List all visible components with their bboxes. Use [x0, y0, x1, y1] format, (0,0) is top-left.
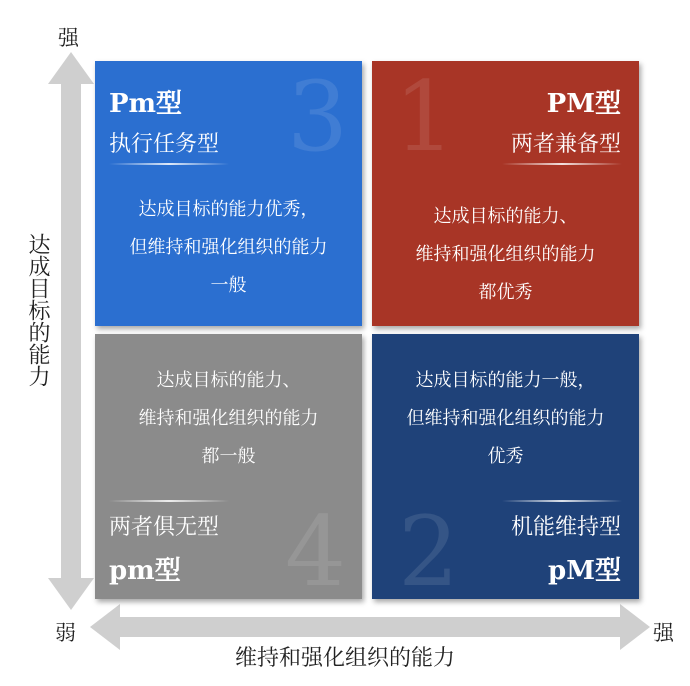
- quadrant-divider: [502, 500, 622, 502]
- quadrant-number: 3: [287, 61, 349, 173]
- quadrant-type-subtitle: 机能维持型: [510, 515, 621, 540]
- quadrant-type-name: Pm型: [109, 89, 183, 119]
- origin-low-label: 弱: [55, 621, 76, 645]
- x-axis-arrow-shaft: [115, 617, 625, 637]
- quadrant-description: 达成目标的能力一般， 但维持和强化组织的能力 优秀: [406, 370, 605, 467]
- quadrant-PM-both-strong: [372, 61, 639, 326]
- quadrant-type-subtitle: 执行任务型: [109, 132, 220, 157]
- x-axis-arrow-head-left: [90, 604, 120, 650]
- y-axis-arrow-head-down: [48, 578, 94, 610]
- quadrant-description: 达成目标的能力、 维持和强化组织的能力 都优秀: [415, 206, 596, 303]
- quadrant-type-subtitle: 两者兼备型: [510, 132, 621, 157]
- quadrant-type-subtitle: 两者俱无型: [109, 515, 220, 540]
- quadrant-pm-task-oriented: [95, 61, 362, 326]
- quadrant-number: 4: [285, 496, 347, 599]
- quadrant-divider: [109, 163, 229, 165]
- quadrant-number: 2: [398, 496, 460, 599]
- quadrant-type-name: pm型: [109, 556, 181, 586]
- quadrant-divider: [502, 163, 622, 165]
- x-axis-high-label: 强: [653, 621, 674, 645]
- quadrant-description: 达成目标的能力优秀， 但维持和强化组织的能力 一般: [129, 199, 328, 296]
- quadrant-description: 达成目标的能力、 维持和强化组织的能力 都一般: [138, 370, 319, 467]
- quadrant-pM-maintenance-oriented: [372, 334, 639, 599]
- quadrant-pm-both-weak: [95, 334, 362, 599]
- quadrant-divider: [109, 500, 229, 502]
- y-axis-arrow-head-up: [48, 52, 94, 84]
- y-axis-high-label: 强: [58, 26, 79, 50]
- y-axis-title: 达成目标的能力: [25, 233, 50, 387]
- y-axis-arrow-shaft: [61, 80, 81, 582]
- x-axis-title: 维持和强化组织的能力: [234, 646, 455, 671]
- x-axis-arrow-head-right: [620, 604, 650, 650]
- quadrant-type-name: pM型: [548, 556, 621, 586]
- quadrant-type-name: PM型: [546, 89, 621, 119]
- quadrant-number: 1: [394, 61, 456, 173]
